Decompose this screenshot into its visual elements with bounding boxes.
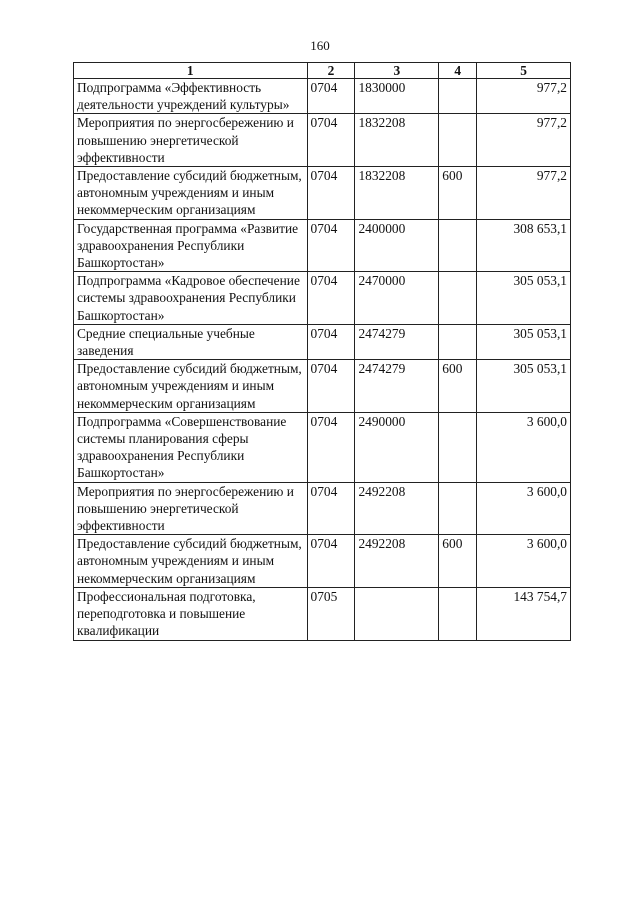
table-row (74, 535, 571, 588)
row-amount: 305 053,1 (477, 360, 571, 413)
row-amount: 977,2 (477, 167, 571, 220)
row-amount: 977,2 (477, 114, 571, 167)
row-section: 0704 (307, 219, 355, 272)
header-col-4: 4 (439, 63, 477, 79)
row-kind (439, 114, 477, 167)
header-col-2: 2 (307, 63, 355, 79)
row-name: Мероприятия по энергосбережению и повышению энергетической эффективности (74, 482, 308, 535)
row-name: Предоставление субсидий бюджетным, автономным учреждениям и иным некоммерческим организациям (74, 535, 308, 588)
row-target: 1832208 (355, 167, 439, 220)
table-row (74, 324, 571, 359)
table-row (74, 587, 571, 640)
page-number: 160 (310, 38, 330, 53)
row-target: 2492208 (355, 535, 439, 588)
row-amount: 3 600,0 (477, 412, 571, 482)
row-target: 2400000 (355, 219, 439, 272)
row-kind (439, 324, 477, 359)
header-col-5: 5 (477, 63, 571, 79)
row-name: Предоставление субсидий бюджетным, автономным учреждениям и иным некоммерческим организациям (74, 167, 308, 220)
row-target: 2492208 (355, 482, 439, 535)
row-amount: 3 600,0 (477, 482, 571, 535)
row-target: 2474279 (355, 360, 439, 413)
row-kind: 600 (439, 535, 477, 588)
row-section: 0704 (307, 360, 355, 413)
row-name: Мероприятия по энергосбережению и повышению энергетической эффективности (74, 114, 308, 167)
row-section: 0704 (307, 482, 355, 535)
row-amount: 3 600,0 (477, 535, 571, 588)
table-row (74, 360, 571, 413)
row-name: Подпрограмма «Кадровое обеспечение системы здравоохранения Республики Башкортостан» (74, 272, 308, 325)
table-row (74, 219, 571, 272)
row-section: 0704 (307, 272, 355, 325)
row-target: 2474279 (355, 324, 439, 359)
row-kind (439, 219, 477, 272)
row-amount: 305 053,1 (477, 324, 571, 359)
header-row (74, 63, 571, 79)
row-kind: 600 (439, 167, 477, 220)
row-section: 0704 (307, 79, 355, 114)
table-row (74, 167, 571, 220)
row-section: 0705 (307, 587, 355, 640)
row-kind (439, 79, 477, 114)
row-kind (439, 587, 477, 640)
row-target: 1830000 (355, 79, 439, 114)
row-target (355, 587, 439, 640)
row-section: 0704 (307, 412, 355, 482)
row-amount: 308 653,1 (477, 219, 571, 272)
row-amount: 305 053,1 (477, 272, 571, 325)
row-kind (439, 482, 477, 535)
row-name: Предоставление субсидий бюджетным, автономным учреждениям и иным некоммерческим организациям (74, 360, 308, 413)
table-row (74, 272, 571, 325)
table-row (74, 412, 571, 482)
table-row (74, 482, 571, 535)
row-name: Подпрограмма «Эффективность деятельности учреждений культуры» (74, 79, 308, 114)
row-section: 0704 (307, 324, 355, 359)
row-kind (439, 412, 477, 482)
row-name: Средние специальные учебные заведения (74, 324, 308, 359)
header-col-3: 3 (355, 63, 439, 79)
row-target: 2470000 (355, 272, 439, 325)
header-col-1: 1 (74, 63, 308, 79)
table-row (74, 114, 571, 167)
row-name: Профессиональная подготовка, переподготовка и повышение квалификации (74, 587, 308, 640)
row-kind (439, 272, 477, 325)
row-name: Подпрограмма «Совершенствование системы планирования сферы здравоохранения Республики Башкортостан» (74, 412, 308, 482)
row-target: 2490000 (355, 412, 439, 482)
row-section: 0704 (307, 114, 355, 167)
table-row (74, 79, 571, 114)
row-amount: 977,2 (477, 79, 571, 114)
row-name: Государственная программа «Развитие здравоохранения Республики Башкортостан» (74, 219, 308, 272)
row-section: 0704 (307, 167, 355, 220)
row-target: 1832208 (355, 114, 439, 167)
row-section: 0704 (307, 535, 355, 588)
row-amount: 143 754,7 (477, 587, 571, 640)
budget-table (73, 62, 571, 641)
row-kind: 600 (439, 360, 477, 413)
